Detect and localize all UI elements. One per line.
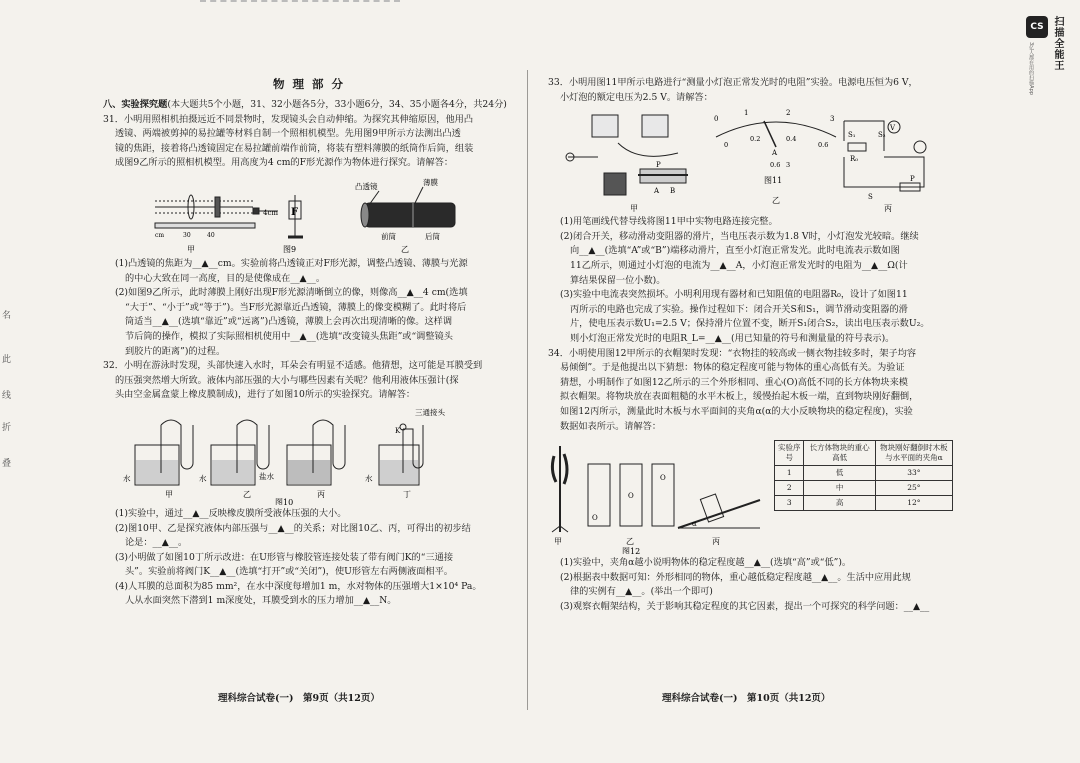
table-row [775, 466, 953, 481]
q33-part: 丙所示的电路也完成了实验。操作过程如下：闭合开关S和S₁，调节滑动变阻器的滑 [570, 303, 908, 315]
margin-char: 名 [2, 311, 12, 321]
fig12-yi: 乙 [626, 537, 634, 547]
q31-part: (1)凸透镜的焦距为__▲__cm。实验前将凸透镜正对F形光源，调整凸透镜、薄膜与光源 [115, 257, 468, 269]
table-cell: 1 [775, 466, 804, 481]
table-cell: 33° [875, 466, 952, 481]
ammeter-1: 1 [744, 109, 749, 118]
switch-s: S [868, 193, 873, 202]
ammeter-unit: A [772, 149, 778, 158]
figure-11-drawing [548, 107, 953, 213]
table-cell: 12° [875, 496, 952, 511]
q34-line: 猜想，小明制作了如图12乙所示的三个外形相同、重心(O)高低不同的长方体物块来模 [560, 376, 908, 388]
q32-part: (3)小明做了如图10丁所示改进：在U形管与橡胶管连接处装了带有阀门K的“三通接 [115, 551, 454, 563]
page-10 [548, 76, 953, 614]
table-cell: 中 [804, 481, 875, 496]
scanner-watermark [1026, 16, 1066, 106]
margin-char: 叠 [2, 459, 12, 469]
q33-part: 11乙所示，则通过小灯泡的电流为__▲__A，小灯泡正常发光时的电阻为__▲__Ω(计 [570, 259, 908, 271]
q32-part: (2)图10甲、乙是探究液体内部压强与__▲__的关系；对比图10乙、丙，可得出的初步结 [115, 522, 471, 534]
table-cell: 3 [775, 496, 804, 511]
part-note: (本大题共5个小题，31、32小题各5分，33小题6分，34、35小题各4分，共24分) [167, 99, 507, 110]
fig12-bing: 丙 [712, 537, 720, 547]
q34-part: (1)实验中，夹角α越小说明物体的稳定程度越__▲__(选填“高”或“低”)。 [560, 557, 852, 569]
table-header: 物块刚好翻倒时木板与水平面的夹角α [875, 441, 952, 466]
label-water: 水 [123, 473, 131, 483]
slider-p-c: P [910, 175, 915, 184]
scale-unit: cm [155, 231, 165, 239]
data-table [774, 440, 953, 511]
footer-left: 理科综合试卷(一) 第9页（共12页） [218, 693, 380, 704]
q33-part: (2)闭合开关，移动滑动变阻器的滑片，当电压表示数为1.8 V时，小灯泡发光较暗。继续 [560, 230, 919, 242]
q34-line: 如图12丙所示，测量此时木板与水平面间的夹角α(α的大小反映物块的稳定程度)，实验 [560, 405, 913, 417]
q34-line: 34．小明使用图12甲所示的衣帽架时发现：“衣物挂的较高或一侧衣物挂较多时，架子均容 [548, 347, 917, 359]
q33-part: (3)实验中电流表突然损坏。小明利用现有器材和已知阻值的电阻器R₀，设计了如图11 [560, 289, 908, 301]
table-cell: 高 [804, 496, 875, 511]
table-row [775, 496, 953, 511]
q34-part: (3)观察衣帽架结构，关于影响其稳定程度的其它因素，提出一个可探究的科学问题：__▲__ [560, 600, 930, 612]
figure-12-drawing [548, 436, 768, 554]
scale-40: 40 [207, 231, 215, 239]
q31-line: 31．小明用照相机拍摄远近不同景物时，发现镜头会自动伸缩。为探究其伸缩原因，他用凸 [103, 113, 474, 125]
terminal-06: 0.6 [770, 161, 781, 170]
fig11-caption: 图11 [764, 176, 783, 186]
q32-part: (1)实验中，通过__▲__反映橡皮膜所受液体压强的大小。 [115, 507, 347, 519]
q32-part: (4)人耳膜的总面积为85 mm²，在水中深度每增加1 m，水对物体的压强增大1×10⁴ Pa。 [115, 580, 482, 592]
table-header: 长方体物块的重心高低 [804, 441, 875, 466]
q31-part: “大于”、“小于”或“等于”)。当F形光源靠近凸透镜，薄膜上的像变模糊了。此时将后 [125, 301, 467, 313]
fig9-jia: 甲 [187, 244, 195, 254]
switch-s2: S₂ [878, 131, 886, 140]
voltmeter-v: V [890, 124, 896, 133]
fig11-jia: 甲 [630, 204, 638, 214]
angle-alpha: α [692, 520, 697, 529]
ammeter-2: 2 [786, 109, 791, 118]
fig10-yi: 乙 [243, 489, 251, 499]
brand-slogan: 3亿人都在用的扫描App [1028, 42, 1034, 95]
q31-line: 透镜、两端被剪掉的易拉罐等材料自制一个照相机模型。先用图9甲所示方法测出凸透 [115, 128, 461, 140]
table-header: 实验序号 [775, 441, 804, 466]
fig9-caption: 图9 [283, 244, 297, 254]
page-9 [103, 62, 515, 609]
q31-part: 的中心大致在同一高度，目的是使像成在__▲__。 [125, 272, 326, 284]
centroid-o-low: O [592, 514, 598, 523]
margin-char: 线 [2, 391, 12, 401]
fig9-yi: 乙 [401, 244, 409, 254]
margin-char: 折 [2, 423, 12, 433]
three-way-label: 三通接头 [415, 407, 445, 417]
fig10-caption: 图10 [275, 497, 294, 505]
ammeter-02: 0.2 [750, 135, 761, 144]
q31-part: 筒适当__▲__(选填“靠近”或“远离”)凸透镜，薄膜上会再次出现清晰的像。这样调 [125, 316, 453, 328]
q33-line: 小灯泡的额定电压为2.5 V。请解答： [560, 91, 713, 103]
section-title: 物 理 部 分 [272, 77, 345, 91]
q33-part: 向__▲__(选填“A”或“B”)端移动滑片，直至小灯泡正常发光。此时电流表示数如图 [570, 245, 900, 257]
q34-part: (2)根据表中数据可知：外形相同的物体，重心越低稳定程度越__▲__。生活中应用此规 [560, 571, 911, 583]
scan-top-marks [200, 0, 400, 8]
ammeter-0-low: 0 [724, 141, 729, 150]
f-height-label: 4cm [263, 208, 279, 217]
q32-part: 论是：__▲__。 [125, 537, 188, 549]
lens-label: 凸透镜 [355, 181, 378, 191]
ammeter-3: 3 [830, 115, 835, 124]
table-cell: 2 [775, 481, 804, 496]
q33-part: 则小灯泡正常发光时的电阻R_L=__▲__(用已知量的符号和测量量的符号表示)。 [570, 332, 895, 344]
terminal-3: 3 [786, 161, 791, 170]
label-water: 水 [199, 473, 207, 483]
q32-line: 的压强突然增大所致。液体内部压强的大小与哪些因素有关呢？他利用液体压强计(探 [115, 374, 459, 386]
back-tube-label: 后筒 [425, 231, 440, 241]
figure-12 [548, 436, 953, 554]
fig12-caption: 图12 [622, 547, 641, 555]
label-water: 水 [365, 473, 373, 483]
q31-part: 节后筒的操作，模拟了实际照相机使用中__▲__(选填“改变镜头焦距”或“调整镜头 [125, 330, 453, 342]
switch-s1: S₁ [848, 131, 856, 140]
scale-30: 30 [183, 231, 191, 239]
figure-10 [103, 405, 515, 505]
q34-part: 律的实例有__▲__。(举出一个即可) [570, 586, 713, 598]
q33-line: 33．小明用图11甲所示电路进行“测量小灯泡正常发光时的电阻”实验。电源电压恒为6 V， [548, 77, 918, 88]
ammeter-0: 0 [714, 115, 719, 124]
brand-name: 扫描全能王 [1052, 16, 1063, 71]
fig12-jia: 甲 [554, 537, 562, 547]
terminal-a: A [654, 187, 660, 196]
resistor-r0: R₀ [850, 155, 859, 164]
figure-9 [103, 173, 515, 255]
figure-9-drawing [103, 173, 515, 255]
q32-line: 32．小明在游泳时发现，头部快速入水时，耳朵会有明显不适感。他猜想，这可能是耳膜受到 [103, 360, 483, 372]
table-row [775, 481, 953, 496]
fig10-bing: 丙 [317, 489, 325, 499]
front-tube-label: 前筒 [381, 231, 396, 241]
slider-p: P [656, 161, 661, 170]
q34-line: 数据如表所示。请解答： [560, 420, 662, 432]
centroid-o-high: O [660, 474, 666, 483]
ammeter-06: 0.6 [818, 141, 829, 150]
q33-part: 算结果保留一位小数)。 [570, 274, 666, 286]
q31-line: 成图9乙所示的照相机模型。用高度为4 cm的F形光源作为物体进行探究。请解答： [115, 157, 454, 169]
valve-k: K [395, 426, 401, 435]
terminal-b: B [670, 187, 676, 196]
q34-line: 拟衣帽架。将物块放在表面粗糙的水平木板上，缓慢抬起木板一端，直到物块刚好翻倒， [560, 391, 919, 403]
label-salt-water: 盐水 [259, 471, 274, 481]
q33-part: 片，使电压表示数U₁=2.5 V；保持滑片位置不变，断开S₁闭合S₂，读出电压表示数U₂。 [570, 318, 930, 330]
ammeter-04: 0.4 [786, 135, 797, 144]
camscanner-logo: CS [1026, 16, 1048, 38]
q34-line: 易倾倒”。于是他提出以下猜想：物体的稳定程度可能与物体的重心高低有关。为验证 [560, 362, 905, 374]
figure-11 [548, 107, 953, 213]
table-cell: 低 [804, 466, 875, 481]
footer-right: 理科综合试卷(一) 第10页（共12页） [662, 693, 831, 704]
fig11-yi: 乙 [772, 196, 780, 206]
part-header: 八、实验探究题 [103, 99, 168, 110]
fig10-jia: 甲 [165, 489, 173, 499]
q31-line: 镜的焦距，接着将凸透镜固定在易拉罐前端作前筒，将装有塑料薄膜的纸筒作后筒，组装 [115, 142, 474, 154]
figure-10-drawing [103, 405, 515, 505]
film-label: 薄膜 [423, 177, 438, 187]
fig11-bing: 丙 [884, 204, 892, 214]
q32-part: 头”。实验前将阀门K__▲__(选填“打开”或“关闭”)，使U形管左右两侧液面相平。 [125, 566, 453, 578]
centroid-o-mid: O [628, 492, 634, 501]
q32-part: 人从水面突然下潜到1 m深度处，耳膜受到水的压力增加__▲__N。 [125, 595, 397, 607]
fig10-ding: 丁 [403, 489, 411, 499]
table-cell: 25° [875, 481, 952, 496]
q31-part: (2)如图9乙所示，此时薄膜上刚好出现F形光源清晰倒立的像，则像高__▲__4 cm(选填 [115, 287, 468, 299]
page-divider [527, 70, 528, 710]
q33-part: (1)用笔画线代替导线将图11甲中实物电路连接完整。 [560, 216, 778, 228]
f-shape: F [291, 206, 299, 218]
q32-line: 头由空金属盒蒙上橡皮膜制成)，进行了如图10所示的实验探究。请解答： [115, 389, 416, 401]
q31-part: 到胶片的距离”)的过程。 [125, 345, 226, 357]
margin-char: 此 [2, 355, 12, 365]
